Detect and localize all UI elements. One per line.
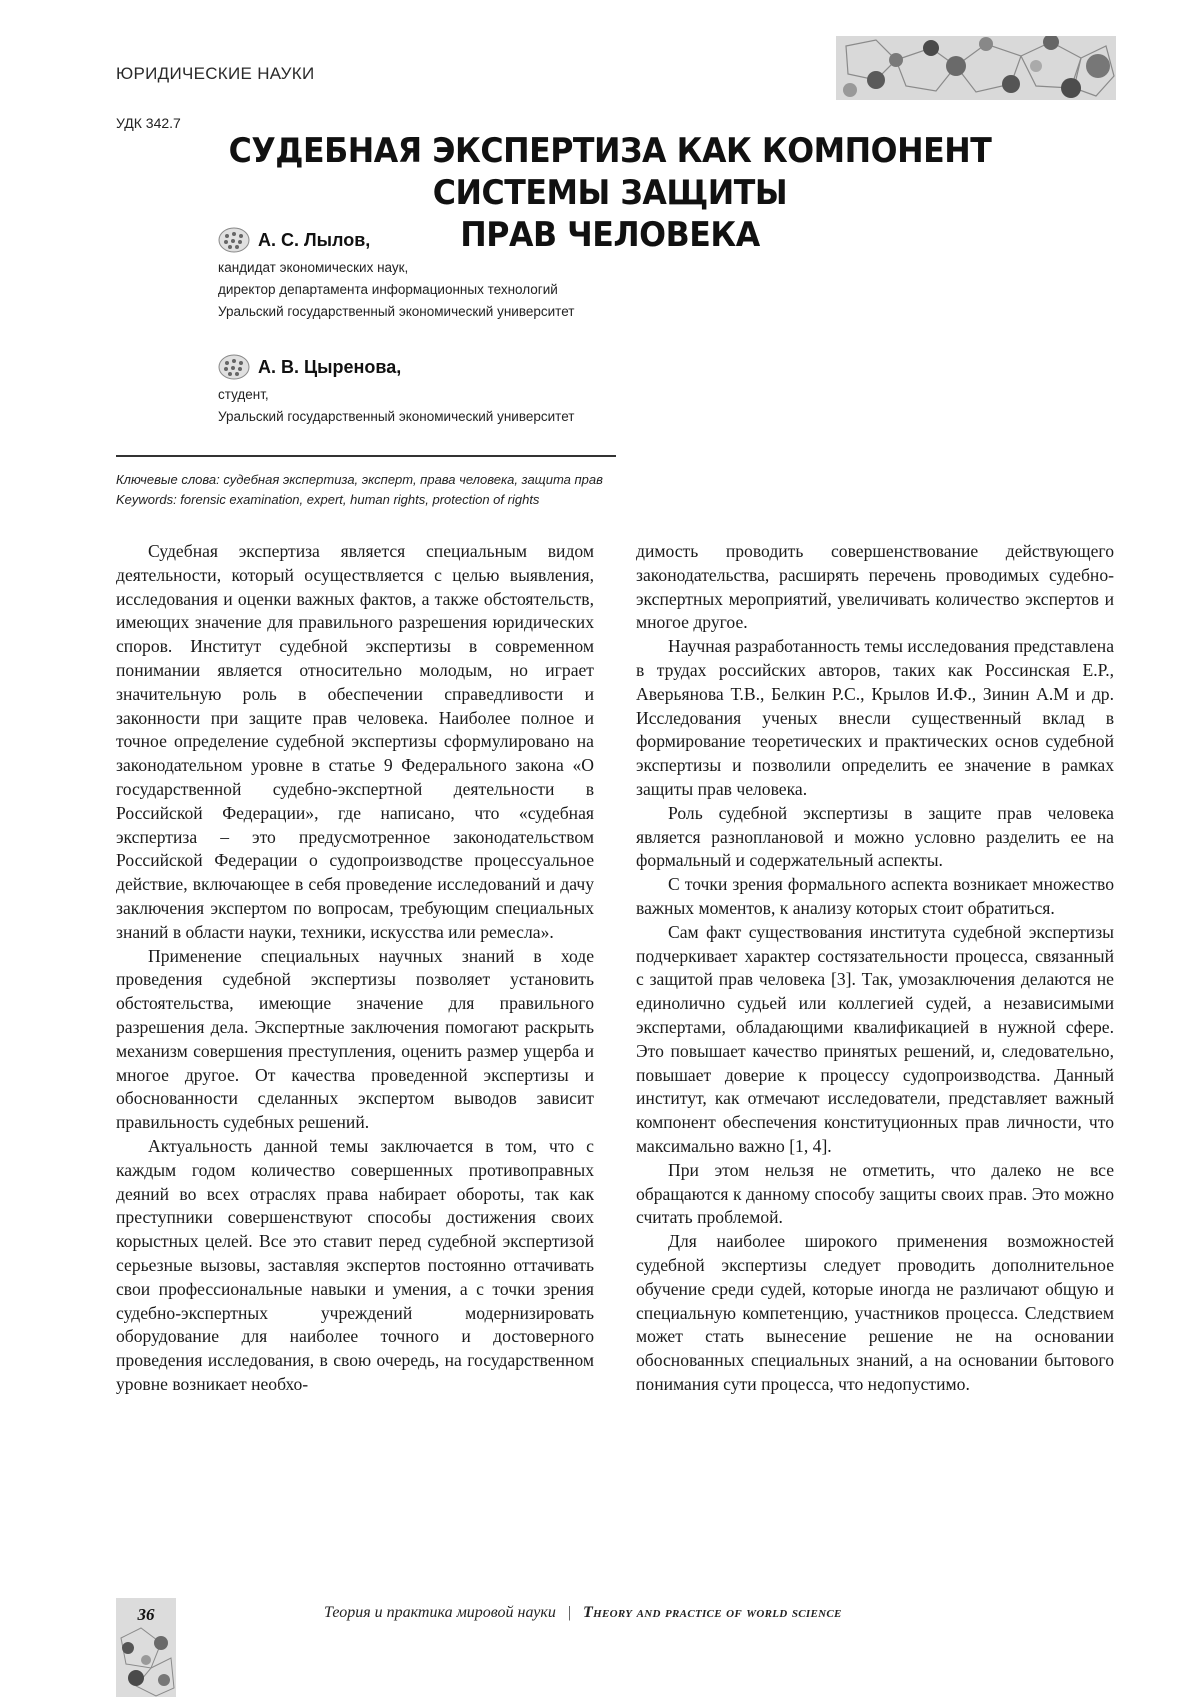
body-column-left xyxy=(116,540,594,1397)
udk-code: УДК 342.7 xyxy=(116,115,181,131)
author-1-university: Уральский государственный экономический университет xyxy=(218,304,575,319)
title-line-2: ПРАВ ЧЕЛОВЕКА xyxy=(460,215,760,255)
author-2-name: А. В. Цыренова, xyxy=(258,356,402,377)
paragraph: Для наиболее широкого применения возможностей судебной экспертизы следует проводить дополнительное обучение среди судей, которые иногда не различают общую и специальную компетенцию, участников процесса. Следствием может стать вынесение решение не на основании обоснованных специальных знаний, а на основании бытового понимания сути процесса, что недопустимо. xyxy=(636,1231,1114,1394)
author-1 xyxy=(218,225,574,323)
author-bullet-icon xyxy=(218,354,250,380)
author-1-position: директор департамента информационных технологий xyxy=(218,282,558,297)
author-1-affiliation xyxy=(218,257,574,323)
body-column-right xyxy=(636,540,1114,1397)
paragraph: Роль судебной экспертизы в защите прав человека является разноплановой и можно условно разделить ее на формальный и содержательный аспекты. xyxy=(636,802,1114,871)
molecule-header-image xyxy=(836,36,1116,100)
author-1-degree: кандидат экономических наук, xyxy=(218,260,409,275)
author-1-name-row xyxy=(218,225,574,255)
keywords-en: Keywords: forensic examination, expert, human rights, protection of rights xyxy=(116,492,540,507)
author-2-affiliation xyxy=(218,384,574,428)
journal-footer xyxy=(324,1604,842,1622)
page-number: 36 xyxy=(137,1605,155,1624)
author-2-university: Уральский государственный экономический университет xyxy=(218,409,575,424)
keywords-block xyxy=(116,470,603,510)
author-2-degree: студент, xyxy=(218,387,269,402)
journal-title-ru: Теория и практика мировой науки xyxy=(324,1604,556,1621)
section-label: ЮРИДИЧЕСКИЕ НАУКИ xyxy=(116,64,315,83)
keywords-ru: Ключевые слова: судебная экспертиза, эксперт, права человека, защита прав xyxy=(116,472,603,487)
paragraph-continued: димость проводить совершенствование действующего законодательства, расширять перечень проводимых судебно-экспертных мероприятий, увеличивать количество экспертов и многое другое. xyxy=(636,541,1114,633)
journal-title-en: Theory and practice of world science xyxy=(583,1604,842,1621)
paragraph: Применение специальных научных знаний в ходе проведения судебной экспертизы позволяет установить обстоятельства, имеющие значение для правильного разрешения дела. Экспертные заключения помогают раскрыть механизм совершения преступления, оценить размер ущерба и многое другое. От качества проведенной экспертизы и обоснованности сделанных экспертом выводов зависит правильность судебных решений. xyxy=(116,945,594,1133)
paragraph: Научная разработанность темы исследования представлена в трудах российских авторов, таких как Россинская Е.Р., Аверьянова Т.В., Белкин Р.С., Крылов И.Ф., Зинин А.М и др. Исследования ученых внесли существенный вклад в формирование теоретических и практических основ судебной экспертизы и позволили определить ее значение в рамках защиты прав человека. xyxy=(636,636,1114,799)
keywords-divider xyxy=(116,455,616,457)
author-1-name: А. С. Лылов, xyxy=(258,229,371,250)
paragraph: Актуальность данной темы заключается в том, что с каждым годом количество совершенных противоправных деяний во всех отраслях права набирает обороты, так как преступники совершенствуют способы достижения своих корыстных целей. Все это ставит перед судебной экспертизой серьезные вызовы, заставляя экспертов постоянно оттачивать свои профессиональные навыки и умения, а с точки зрения судебно-экспертных учреждений модернизировать оборудование для наиболее точного и достоверного проведения исследования, в свою очередь, на государственном уровне возникает необхо- xyxy=(116,1135,594,1394)
author-bullet-icon xyxy=(218,227,250,253)
paragraph: Судебная экспертиза является специальным видом деятельности, который осуществляется с целью выявления, исследования и оценки важных фактов, а также обстоятельств, имеющих значение для правильного разрешения юридических споров. Институт судебной экспертизы в современном понимании является относительно молодым, но играет значительную роль в обеспечении справедливости и законности при защите прав человека. Наиболее полное и точное определение судебной экспертизы сформулировано на законодательном уровне в статье 9 Федерального закона «О государственной судебно-экспертной деятельности в Российской Федерации», где написано, что «судебная экспертиза – это предусмотренное законодательством Российской Федерации о судопроизводстве процессуальное действие, включающее в себя проведение исследований и дачу заключения экспертом по вопросам, требующим специальных знаний в области науки, техники, искусства или ремесла». xyxy=(116,541,594,942)
author-2-name-row xyxy=(218,352,574,382)
footer-separator: | xyxy=(567,1604,572,1621)
paragraph: Сам факт существования института судебной экспертизы подчеркивает характер состязательности процесса, связанный с защитой прав человека [3]. Так, умозаключения делаются не единолично судьей или коллегией судей, а независимыми экспертами, обладающими квалификацией в нужной сфере. Это повышает качество принятых решений, и, следовательно, повышает доверие к процессу судопроизводства. Данный институт, как отмечают исследователи, представляет важный компонент обеспечения конституционных прав личности, что максимально важно [1, 4]. xyxy=(636,921,1114,1156)
paragraph: При этом нельзя не отметить, что далеко не все обращаются к данному способу защиты своих прав. Это можно считать проблемой. xyxy=(636,1159,1114,1228)
author-2 xyxy=(218,352,574,428)
title-line-1: СУДЕБНАЯ ЭКСПЕРТИЗА КАК КОМПОНЕНТ СИСТЕМЫ ЗАЩИТЫ xyxy=(228,131,992,213)
paragraph: С точки зрения формального аспекта возникает множество важных моментов, к анализу которых стоит обратиться. xyxy=(636,874,1114,918)
